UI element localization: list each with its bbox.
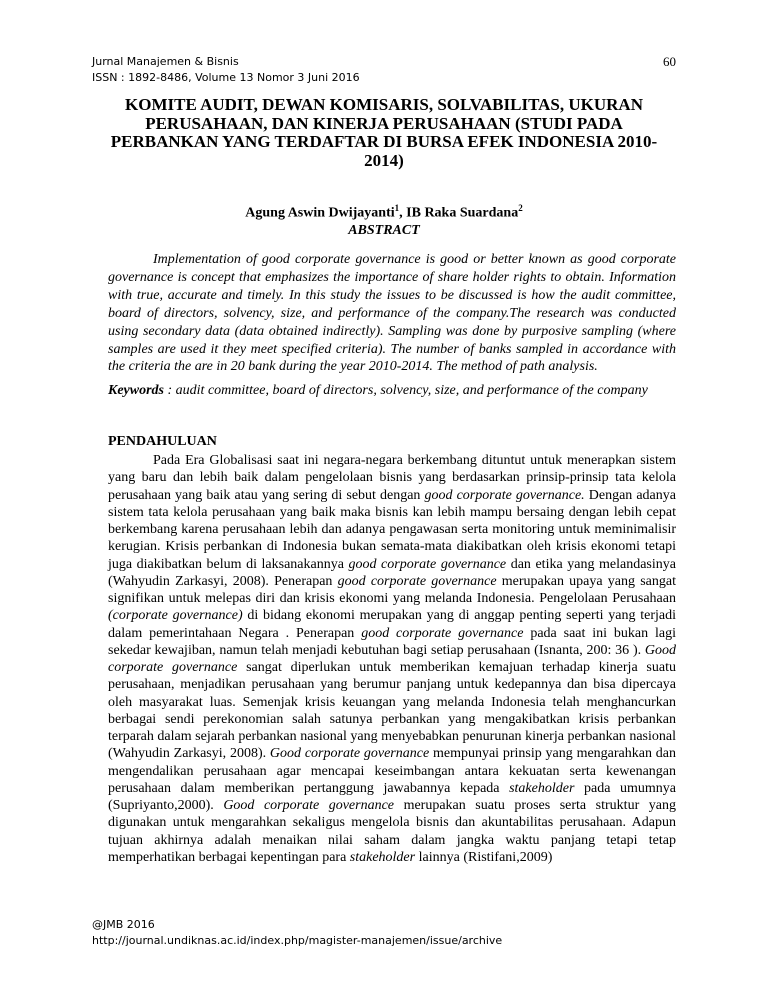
italic-term: stakeholder xyxy=(509,780,575,796)
text-run: di bidang ekonomi merupakan yang di anggap penting seperti yang terjadi dalam pemerintahaan Negara . Penerapan xyxy=(108,608,676,641)
author-name: IB Raka Suardana xyxy=(406,205,519,221)
text-run: pada umumnya (Supriyanto,2000). xyxy=(108,780,676,813)
italic-term: (corporate governance) xyxy=(108,608,243,624)
author-affiliation-mark: 1 xyxy=(394,203,400,213)
text-run: Pada Era Globalisasi saat ini negara-negara berkembang dituntut untuk menerapkan sistem yang baru dan lebih baik dalam pengelolaan bisnis yang berdasarkan prinsip-prinsip tata kelola perusahaan yang baik atau yang sering di sebut dengan xyxy=(108,453,676,503)
keywords-text: : audit committee, board of directors, solvency, size, and performance of the company xyxy=(164,383,648,398)
author-separator: , xyxy=(399,205,407,221)
text-run: sangat diperlukan untuk memberikan kemajuan terhadap kinerja suatu perusahaan, menjadikan perusahaan yang berumur panjang untuk kedepannya dan bisa dipercaya oleh masyarakat luas. Semenjak krisis keuangan yang melanda Indonesia telah menghancurkan berbagai sendi perekonomian salah satunya perbankan yang mengakibatkan krisis perbankan terparah dalam sejarah perbankan nasional yang menyebabkan penurunan kinerja perbankan nasional (Wahyudin Zarkasyi, 2008). xyxy=(108,660,676,762)
journal-name: Jurnal Manajemen & Bisnis xyxy=(92,55,239,68)
journal-issn: ISSN : 1892-8486, Volume 13 Nomor 3 Juni 2016 xyxy=(92,71,360,84)
page-header xyxy=(92,54,676,86)
page-footer xyxy=(92,917,676,949)
body-paragraph xyxy=(108,452,676,866)
italic-term: good corporate governance xyxy=(337,573,497,589)
text-run: dan etika yang melandasinya (Wahyudin Zarkasyi, 2008). Penerapan xyxy=(108,556,676,589)
text-run: pada saat ini bukan lagi sekedar kewajiban, namun telah menjadi kebutuhan bagi setiap perusahaan (Isnanta, 200: 36 ). xyxy=(108,625,676,658)
italic-term: Good corporate governance xyxy=(108,642,676,675)
italic-term: good corporate governance. xyxy=(424,487,585,503)
text-run: mempunyai prinsip yang mengarahkan dan mengendalikan perusahaan agar mencapai keseimbangan antara kekuatan serta kewenangan perusahaan dalam memberikan pertanggung jawabannya kepada xyxy=(108,746,676,796)
author-affiliation-mark: 2 xyxy=(518,203,523,213)
text-run: merupakan upaya yang sangat signifikan untuk melepas diri dan krisis ekonomi yang melanda Indonesia. Pengelolaan Perusahaan xyxy=(108,573,676,606)
keywords xyxy=(108,382,733,400)
footer-copyright: @JMB 2016 xyxy=(92,918,155,931)
author-line xyxy=(92,203,676,222)
italic-term: stakeholder xyxy=(349,849,416,865)
keywords-label: Keywords xyxy=(108,383,164,398)
italic-term: good corporate governance xyxy=(361,625,524,641)
text-run: Dengan adanya sistem tata kelola perusahaan yang baik maka bisnis kan lebih mampu bersaing dengan lebih cepat berkembang karena perusahaan lebih dan adanya pengawasan serta monitoring untuk meminimalisir kerugian. Krisis perbankan di Indonesia bukan semata-mata diakibatkan oleh krisis ekonomi tetapi juga diakibatkan belum di laksanakannya xyxy=(108,487,676,572)
italic-term: Good corporate governance xyxy=(269,746,430,762)
abstract-heading: ABSTRACT xyxy=(348,223,420,238)
author-name: Agung Aswin Dwijayanti xyxy=(245,205,395,221)
text-run: lainnya (Ristifani,2009) xyxy=(415,849,553,865)
section-heading: PENDAHULUAN xyxy=(108,434,217,449)
text-run: merupakan suatu proses serta struktur yang digunakan untuk mengarahkan sekaligus mengelola bisnis dan akuntabilitas perusahaan. Adapun tujuan akhirnya adalah menaikan nilai saham dalam jangka waktu panjang tetapi tetap memperhatikan berbagai kepentingan para xyxy=(108,798,676,865)
italic-term: Good corporate governance xyxy=(223,798,395,813)
paper-title: KOMITE AUDIT, DEWAN KOMISARIS, SOLVABILITAS, UKURAN PERUSAHAAN, DAN KINERJA PERUSAHAAN (STUDI PADA PERBANKAN YANG TERDAFTAR DI BURSA EFEK INDONESIA 2010-2014) xyxy=(110,95,658,170)
abstract-text: Implementation of good corporate governance is good or better known as good corporate governance is concept that emphasizes the importance of share holder rights to obtain. Information with true, accurate and timely. In this study the issues to be discussed is how the audit committee, board of directors, solvency, size, and performance of the company.The research was conducted using secondary data (data obtained indirectly). Sampling was done by purposive sampling (where samples are used it they meet specified criteria). The number of banks sampled in accordance with the criteria the are in 20 bank during the year 2010-2014. The method of path analysis. xyxy=(108,252,676,375)
page-number: 60 xyxy=(663,54,676,69)
italic-term: good corporate governance xyxy=(348,556,507,572)
footer-url[interactable]: http://journal.undiknas.ac.id/index.php/magister-manajemen/issue/archive xyxy=(92,934,503,947)
